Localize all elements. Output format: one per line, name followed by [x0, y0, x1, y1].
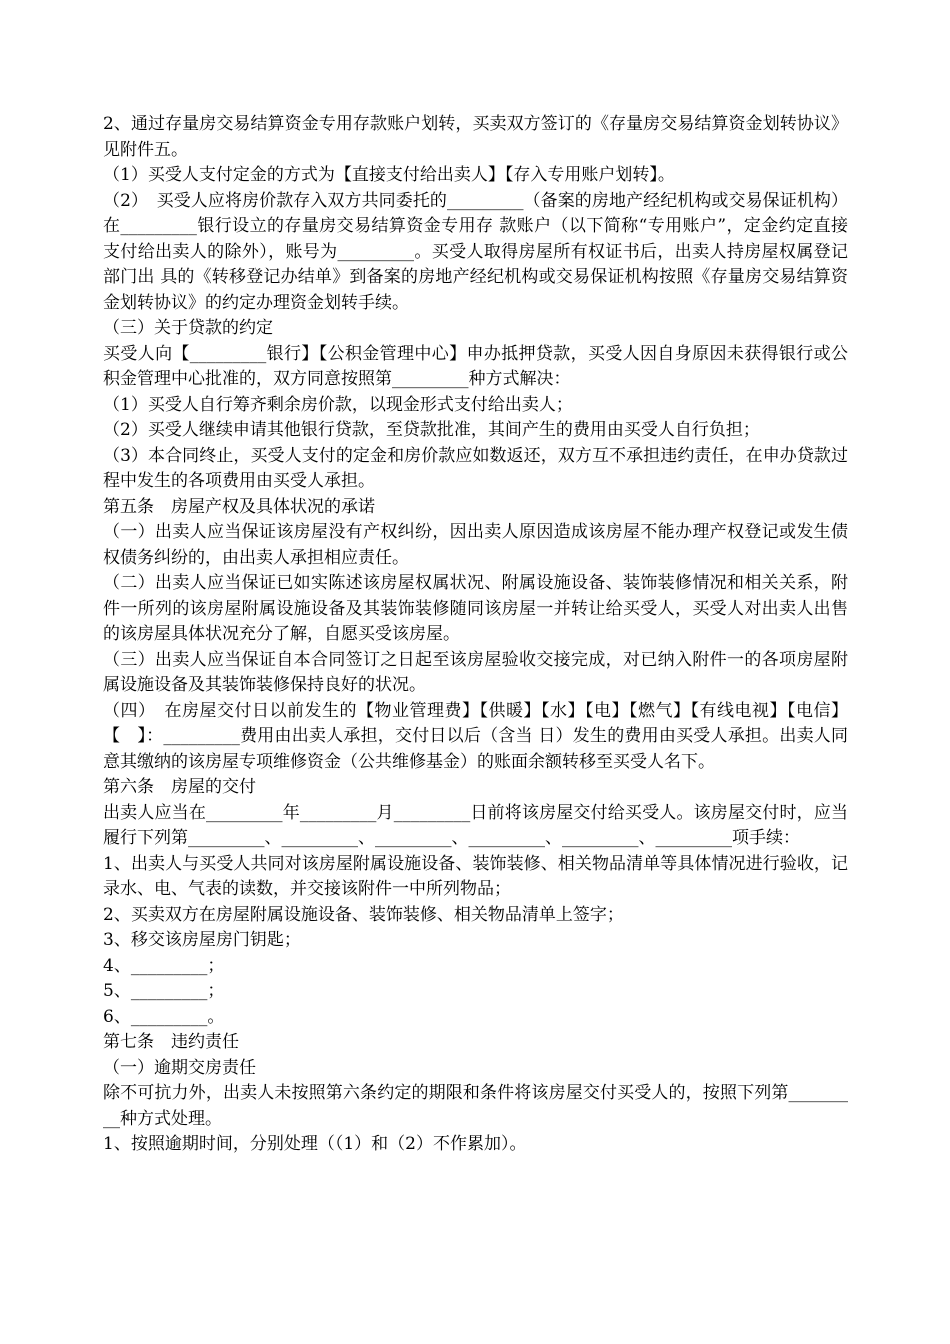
- document-page: [103, 112, 848, 1158]
- heading-loan-agreement: （三）关于贷款的约定: [103, 318, 273, 338]
- paragraph-overdue-handling: 1、按照逾期时间，分别处理（（1）和（2）不作累加）。: [103, 1134, 527, 1154]
- paragraph-special-account: （2） 买受人应将房价款存入双方共同委托的_________（备案的房地产经纪机构或交易保证机构）在_________银行设立的存量房交易结算资金专用存 款账户（以下简称“专用账户”，定金约定直接支付给出卖人的除外），账号为_________。买受人取得房屋所有权证书后，出卖人持房屋权属登记部门出 具的《转移登记办结单》到备案的房地产经纪机构或交易保证机构按照《存量房交易结算资金划转协议》的约定办理资金划转手续。: [103, 190, 848, 313]
- paragraph-mortgage-application: 买受人向【_________银行】【公积金管理中心】申办抵押贷款，买受人因自身原因未获得银行或公积金管理中心批准的，双方同意按照第_________种方式解决：: [103, 343, 848, 389]
- paragraph-loan-option-3: （3）本合同终止，买受人支付的定金和房价款应如数返还，双方互不承担违约责任，在申办贷款过程中发生的各项费用由买受人承担。: [103, 445, 848, 491]
- paragraph-delivery-date: 出卖人应当在_________年_________月_________日前将该房屋交付给买受人。该房屋交付时，应当履行下列第_________、_________、_________、_________、_________、_________项手续：: [103, 802, 848, 848]
- paragraph-delivery-step-4: 4、_________；: [103, 955, 225, 976]
- paragraph-force-majeure: 除不可抗力外，出卖人未按照第六条约定的期限和条件将该房屋交付买受人的，按照下列第_________种方式处理。: [103, 1083, 848, 1129]
- paragraph-article-5-2: （二）出卖人应当保证已如实陈述该房屋权属状况、附属设施设备、装饰装修情况和相关关系，附件一所列的该房屋附属设施设备及其装饰装修随同该房屋一并转让给买受人，买受人对出卖人出售的该房屋具体状况充分了解，自愿买受该房屋。: [103, 573, 848, 644]
- paragraph-delivery-step-3: 3、移交该房屋房门钥匙；: [103, 930, 301, 950]
- paragraph-article-5-3: （三）出卖人应当保证自本合同签订之日起至该房屋验收交接完成，对已纳入附件一的各项房屋附属设施设备及其装饰装修保持良好的状况。: [103, 649, 848, 695]
- paragraph-deposit-method: （1）买受人支付定金的方式为【直接支付给出卖人】【存入专用账户划转】。: [103, 165, 675, 185]
- paragraph-delivery-step-2: 2、买卖双方在房屋附属设施设备、装饰装修、相关物品清单上签字；: [103, 904, 624, 925]
- heading-article-7: 第七条 违约责任: [103, 1032, 239, 1052]
- paragraph-delivery-step-5: 5、_________；: [103, 981, 225, 1001]
- paragraph-article-5-1: （一）出卖人应当保证该房屋没有产权纠纷，因出卖人原因造成该房屋不能办理产权登记或发生债权债务纠纷的，由出卖人承担相应责任。: [103, 522, 848, 568]
- paragraph-loan-option-2: （2）买受人继续申请其他银行贷款，至贷款批准，其间产生的费用由买受人自行负担；: [103, 420, 760, 440]
- paragraph-delivery-step-6: 6、_________。: [103, 1006, 225, 1027]
- heading-article-6: 第六条 房屋的交付: [103, 777, 256, 797]
- heading-article-5: 第五条 房屋产权及具体状况的承诺: [103, 496, 375, 517]
- heading-late-delivery: （一）逾期交房责任: [103, 1057, 256, 1078]
- paragraph-transfer-method: 2、通过存量房交易结算资金专用存款账户划转，买卖双方签订的《存量房交易结算资金划转协议》见附件五。: [103, 114, 848, 160]
- paragraph-delivery-step-1: 1、出卖人与买受人共同对该房屋附属设施设备、装饰装修、相关物品清单等具体情况进行验收，记录水、电、气表的读数，并交接该附件一中所列物品；: [103, 853, 848, 899]
- paragraph-loan-option-1: （1）买受人自行筹齐剩余房价款，以现金形式支付给出卖人；: [103, 394, 573, 415]
- paragraph-article-5-4: （四） 在房屋交付日以前发生的【物业管理费】【供暖】【水】【电】【燃气】【有线电视】【电信】【 】：_________费用由出卖人承担，交付日以后（含当 日）发生的费用由买受人承担。出卖人同意其缴纳的该房屋专项维修资金（公共维修基金）的账面余额转移至买受人名下。: [103, 700, 848, 772]
